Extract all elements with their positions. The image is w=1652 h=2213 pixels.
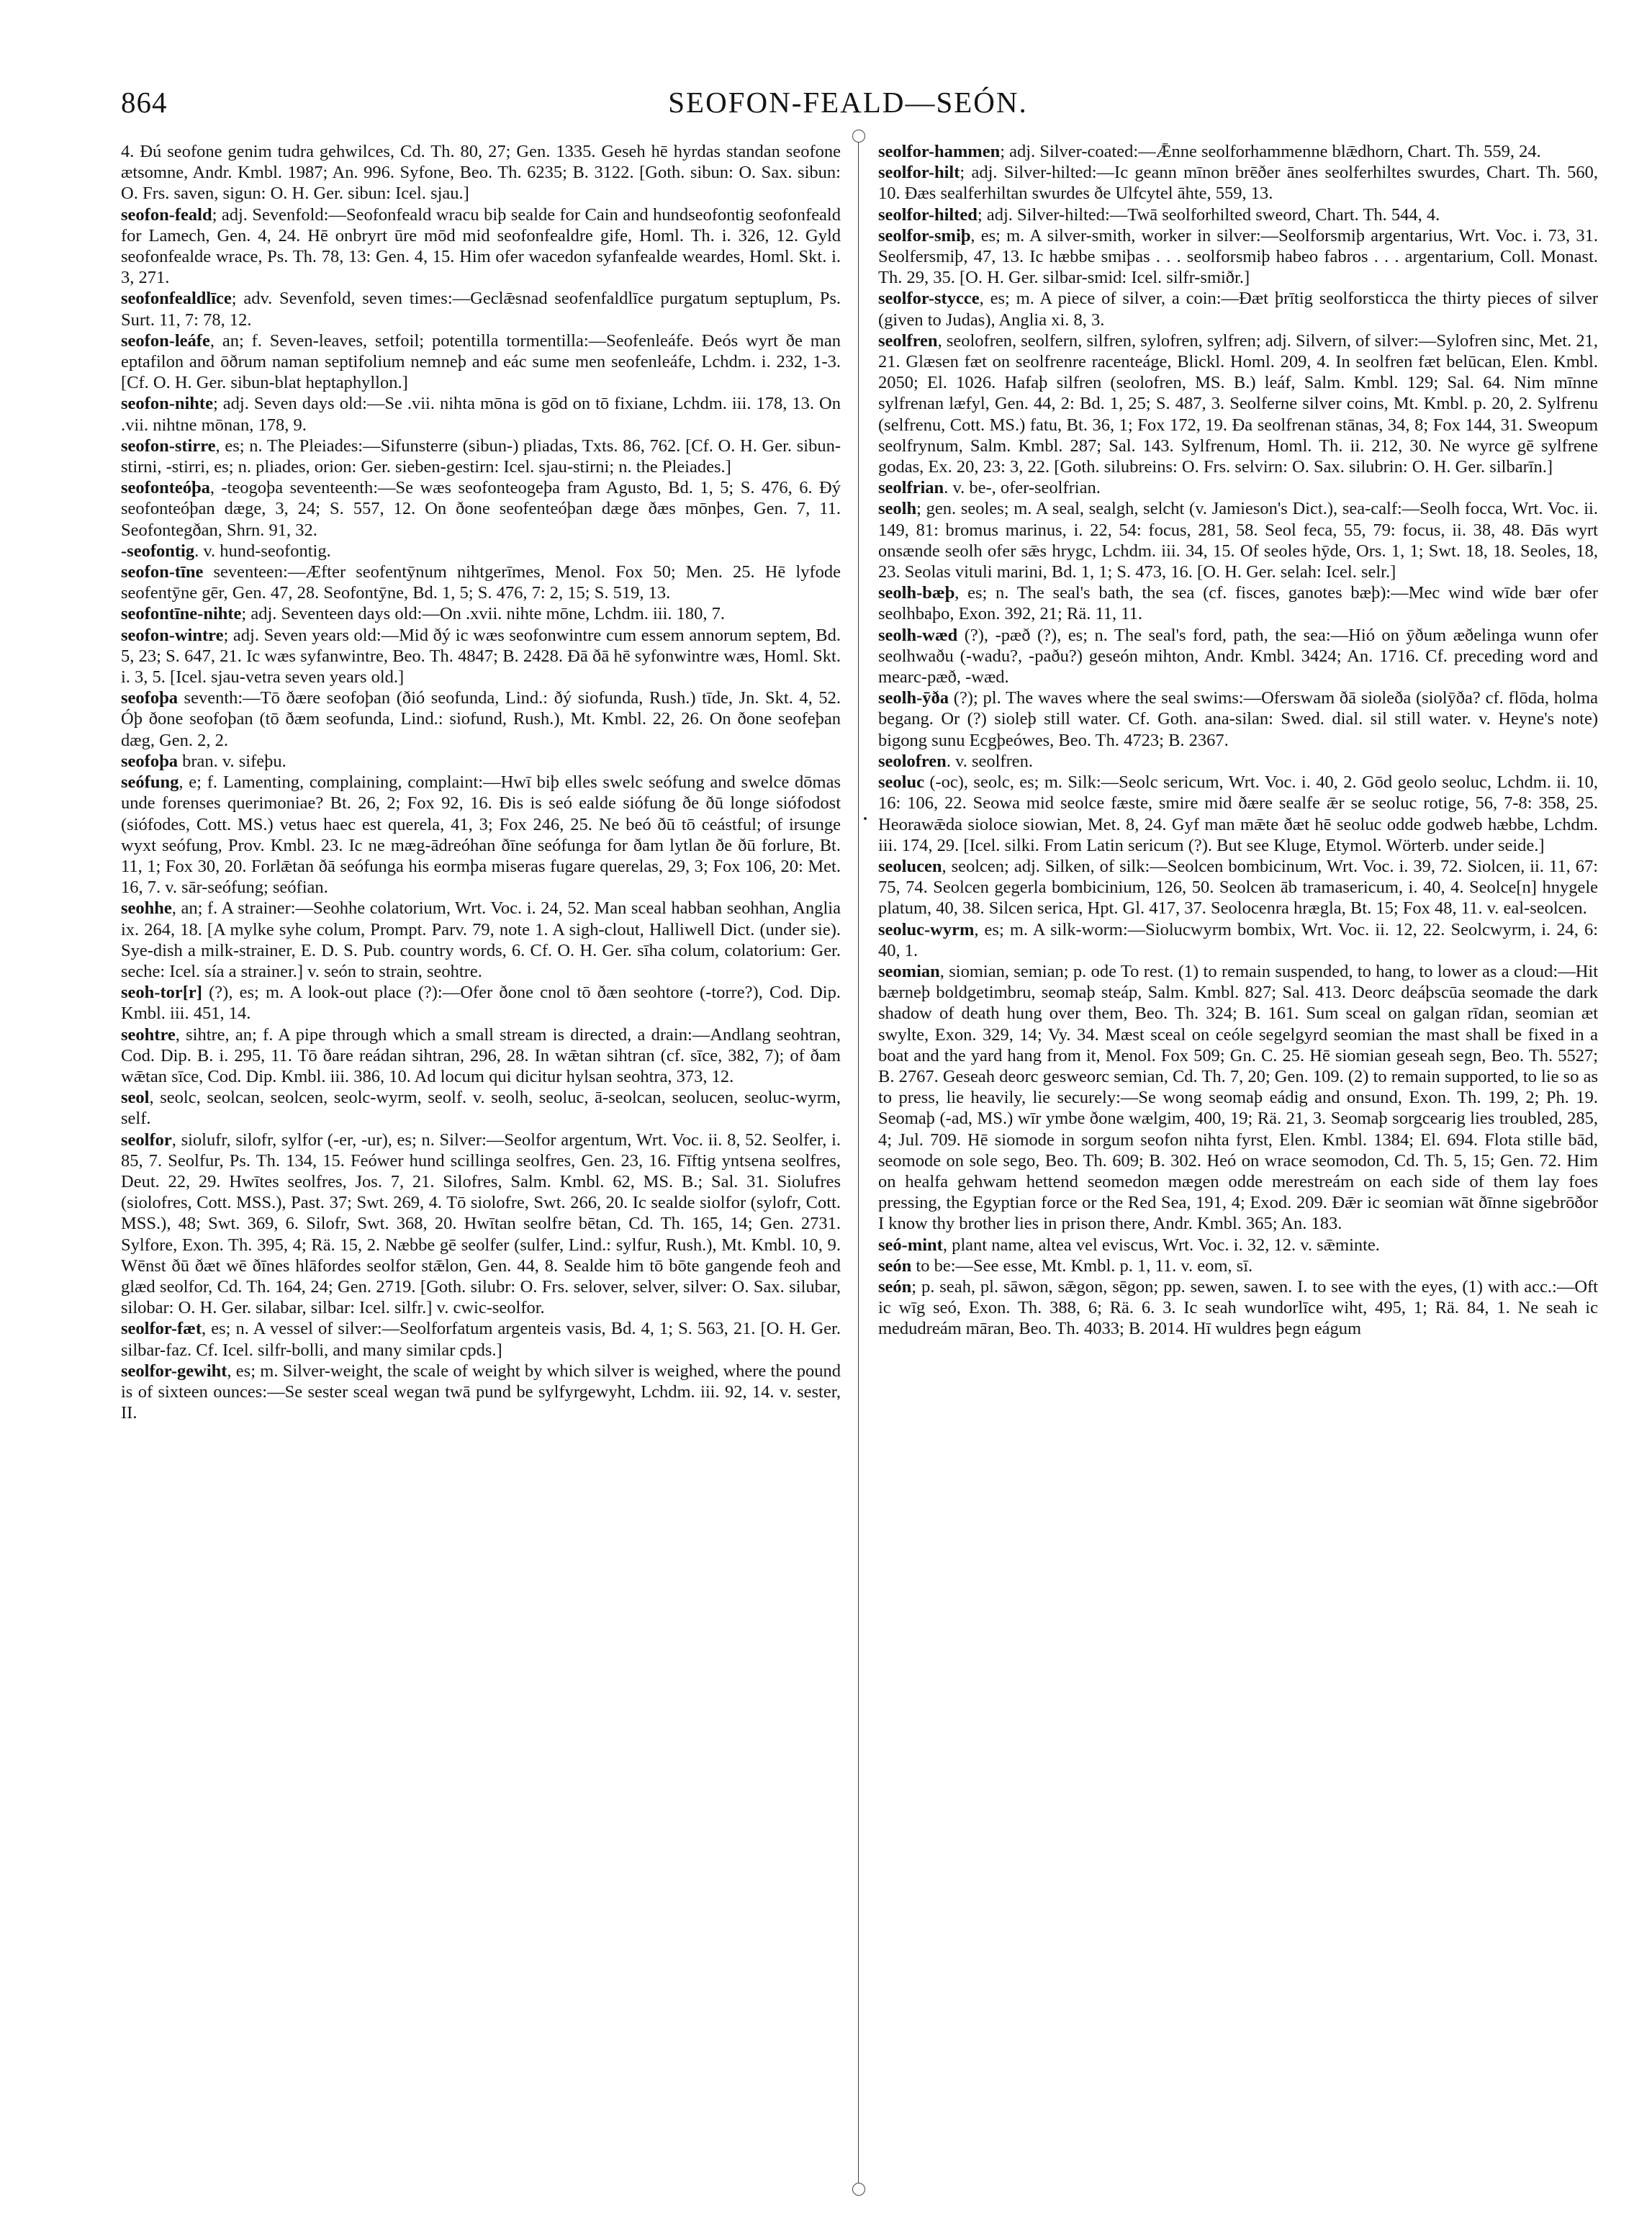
dictionary-entry — [878, 961, 1598, 1235]
entry-definition: seventh:—Tō ðære seofoþan (ðió seofunda, Lind.: ðý siofunda, Rush.) tīde, Jn. Skt. 4, 52. Óþ ðone seofoþan (tō ðæm seofunda, Lind.: siofund, Rush.), Mt. Kmbl. 22, 26. On ðone seofeþan dæg, Gen. 2, 2. — [121, 688, 841, 750]
entry-definition: to be:—See esse, Mt. Kmbl. p. 1, 11. v. eom, sī. — [911, 1256, 1253, 1276]
entry-headword: seón — [878, 1256, 912, 1276]
dictionary-entry — [878, 1276, 1598, 1340]
entry-headword: seoluc — [878, 772, 924, 793]
page-number: 864 — [121, 86, 168, 119]
dictionary-entry — [878, 856, 1598, 919]
entry-headword: seohhe — [121, 898, 172, 919]
entry-headword: seofon-feald — [121, 204, 212, 225]
entry-definition: ; adj. Seven years old:—Mid ðý ic wæs seofonwintre cum essem annorum septem, Bd. 5, 23; S. 647, 21. Ic wæs syfanwintre, Beo. Th. 4847; B. 2428. Ðā ðā hē syfonwintre wæs, Homl. Skt. i. 3, 5. [Icel. sjau-vetra seven years old.] — [121, 625, 841, 688]
entry-headword: seolh-wæd — [878, 625, 958, 645]
dictionary-entry — [878, 477, 1598, 498]
entry-headword: seofonteóþa — [121, 478, 210, 498]
entry-definition: , seolc, seolcan, seolcen, seolc-wyrm, seolf. v. seolh, seoluc, ā-seolcan, seolucen, seoluc-wyrm, self. — [121, 1088, 841, 1129]
entry-headword: seol — [121, 1088, 150, 1108]
entry-headword: seolfor-fæt — [121, 1319, 202, 1339]
entry-definition: 4. Ðú seofone genim tudra gehwilces, Cd. Th. 80, 27; Gen. 1335. Geseh hē hyrdas standan seofone ætsomne, Andr. Kmbl. 1987; An. 996. Syfone, Beo. Th. 6235; B. 3122. [Goth. sibun: O. Sax. sibun: O. Frs. saven, sigun: O. H. Ger. sibun: Icel. sjau.] — [121, 142, 841, 204]
entry-definition: , e; f. Lamenting, complaining, complaint:—Hwī biþ elles swelc seófung and swelce dōmas unde forenses querimoniae? Bt. 26, 2; Fox 92, 16. Ðis is seó ealde siófung ðe ðū longe siófodost (siófodes, Cott. MS.) vetus haec est querela, 41, 3; Fox 246, 25. Ne beó ðū tō ceástful; of irsunge wyxt seófung, Prov. Kmbl. 23. Ic ne mæg-ādreóhan ðīne seófunga for ðam lytlan ðe ðū forlure, Bt. 11, 1; Fox 30, 20. Forlǣtan ðā seófunga his eormþa miseras fugare querelas, 29, 3; Fox 106, 20: Met. 16, 7. v. sār-seófung; seófian. — [121, 772, 841, 898]
entry-definition: , es; m. A silver-smith, worker in silver:—Seolforsmiþ argentarius, Wrt. Voc. i. 73, 31. Seolfersmiþ, 47, 13. Ic hæbbe smiþas . . . seolforsmiþ habeo fabros . . . argentarium, Coll. Monast. Th. 29, 35. [O. H. Ger. silbar-smid: Icel. silfr-smiðr.] — [878, 225, 1598, 288]
dictionary-entry — [878, 162, 1598, 204]
dictionary-entry — [878, 204, 1598, 225]
dictionary-entry — [121, 541, 841, 562]
entry-headword: seolfor-hilt — [878, 163, 960, 183]
dictionary-entry — [121, 141, 841, 204]
left-column — [121, 141, 841, 2184]
entry-headword: seolfor-hilted — [878, 204, 978, 225]
dictionary-entry — [878, 330, 1598, 477]
dictionary-entry — [121, 1130, 841, 1319]
entry-headword: seofon-wintre — [121, 625, 224, 645]
entry-definition: , an; f. A strainer:—Seohhe colatorium, Wrt. Voc. i. 24, 52. Man sceal habban seohhan, Anglia ix. 264, 18. [A mylke syhe colum, Prompt. Parv. 79, note 1. A sigh-clout, Halliwell Dict. (under sie). Sye-dish a milk-strainer, E. D. S. Pub. country words, 6. Cf. O. H. Ger. sīha colum, colatorium: Ger. seche: Icel. sía a strainer.] v. seón to strain, seohtre. — [121, 898, 841, 981]
entry-definition: (?), -pæð (?), es; n. The seal's ford, path, the sea:—Hió on ȳðum æðelinga wunn ofer seolhwaðu (-wadu?, -paðu?) geseón mihton, Andr. Kmbl. 3424; An. 1716. Cf. preceding word and mearc-pæð, -wæd. — [878, 625, 1598, 688]
entry-headword: seofon-leáfe — [121, 330, 210, 351]
dictionary-entry — [121, 772, 841, 898]
entry-headword: seofon-stirre — [121, 436, 216, 456]
entry-headword: seolfrian — [878, 478, 944, 498]
entry-headword: seolh-ȳða — [878, 688, 949, 708]
dictionary-entry — [121, 288, 841, 330]
entry-definition: , siolufr, silofr, sylfor (-er, -ur), es; n. Silver:—Seolfor argentum, Wrt. Voc. ii. 8, 52. Seolfer, i. 85, 7. Seolfur, Ps. Th. 134, 15. Feówer hund scillinga seolfres, Gen. 23, 16. Fīftig yntsena seolfres, Deut. 22, 29. Hwītes seolfres, Jos. 7, 21. Silofres, Salm. Kmbl. 62, MS. B.; Sal. 31. Siolufres (siolofres, Cott. MSS.), Past. 37; Swt. 269, 4. Tō siolofre, Swt. 266, 20. Ic sealde siolfor (sylofr, Cott. MSS.), 48; Swt. 369, 6. Silofr, Swt. 368, 20. Hwītan seolfre bētan, Cd. Th. 165, 14; Gen. 2731. Sylfore, Exon. Th. 395, 4; Rä. 15, 2. Næbbe gē seolfer (sulfer, Lind.: sylfur, Rush.), Mt. Kmbl. 10, 9. Wēnst ðū ðæt wē ðīnes hlāfordes seolfor stǣlon, Gen. 44, 8. Sealde him tō bōte gangende feoh and glæd seolfor, Cd. Th. 164, 24; Gen. 2719. [Goth. silubr: O. Frs. selover, selver, silver: O. Sax. silubar, silobar: O. H. Ger. silabar, silbar: Icel. silfr.] v. cwic-seolfor. — [121, 1130, 841, 1318]
entry-headword: seoluc-wyrm — [878, 919, 975, 939]
entry-headword: seolfren — [878, 330, 938, 351]
dictionary-entry — [121, 898, 841, 982]
dictionary-entry — [121, 603, 841, 624]
entry-definition: , seolcen; adj. Silken, of silk:—Seolcen bombicinum, Wrt. Voc. i. 39, 72. Siolcen, ii. 11, 67: 75, 74. Seolcen gegerla bombicinium, 126, 50. Seolcen āb tramasericum, i. 40, 4. Seolce[n] hnygele platum, 40, 38. Silcen serica, Hpt. Gl. 417, 37. Seolocenra hrægla, Bt. 15; Fox 48, 11. v. eal-seolcen. — [878, 856, 1598, 919]
entry-definition: , seolofren, seolfern, silfren, sylofren, sylfren; adj. Silvern, of silver:—Sylofren sinc, Met. 21, 21. Glæsen fæt on seolfrenre racenteáge, Blickl. Homl. 209, 4. In seolfren fæt belūcan, Elen. Kmbl. 2050; El. 1026. Hafaþ silfren (seolofren, MS. B.) leáf, Salm. Kmbl. 129; Sal. 64. Nim mīnne sylfrenan læfyl, Gen. 44, 2: Bd. 1, 25; S. 487, 3. Seolferne silver coins, Mt. Kmbl. p. 20, 2. Sylfrenu (selfrenu, Cott. MS.) fatu, Bt. 36, 1; Fox 172, 19. Ða seolfrenan stānas, 34, 8; Fox 144, 31. Sweopum seolfrynum, Salm. Kmbl. 287; Sal. 143. Sylfrenum, Homl. Th. ii. 212, 30. Ne wyrce gē sylfrene godas, Ex. 20, 23: 3, 22. [Goth. silubreins: O. Frs. selvirn: O. Sax. silubrin: O. H. Ger. silbarīn.] — [878, 330, 1598, 477]
dictionary-entry — [121, 1024, 841, 1088]
entry-definition: ; adj. Silver-hilted:—Ic geann mīnon brēðer ānes seolferhiltes swurdes, Chart. Th. 560, 10. Ðæs sealferhiltan swurdes ðe Ulfcytel āhte, 559, 13. — [878, 163, 1598, 204]
entry-definition: ; gen. seoles; m. A seal, sealgh, selcht (v. Jamieson's Dict.), sea-calf:—Seolh focca, Wrt. Voc. ii. 149, 81: bromus marinus, i. 22, 54: focus, 281, 58. Seol feca, 55, 79: focus, ii. 38, 48. Ðās wyrt onsænde seolh ofer sǣs hrygc, Lchdm. iii. 34, 15. Of seoles hȳde, Ors. 1, 1; Swt. 18, 18. Seoles, 18, 23. Seolas vituli marini, Bd. 1, 1; S. 473, 16. [O. H. Ger. selah: Icel. selr.] — [878, 499, 1598, 582]
entry-definition: , es; n. The Pleiades:—Sifunsterre (sibun-) pliadas, Txts. 86, 762. [Cf. O. H. Ger. sibun-stirni, -stirri, es; n. pliades, orion: Ger. sieben-gestirn: Icel. sjau-stirni; n. the Pleiades.] — [121, 436, 841, 477]
dictionary-entry — [878, 625, 1598, 688]
dictionary-entry — [121, 1361, 841, 1424]
entry-headword: seolucen — [878, 856, 942, 876]
entry-definition: ; adj. Silver-hilted:—Twā seolforhilted sweord, Chart. Th. 544, 4. — [977, 204, 1440, 225]
entry-definition: , sihtre, an; f. A pipe through which a small stream is directed, a drain:—Andlang seohtran, Cod. Dip. B. i. 295, 11. Tō ðare reádan sihtran, 296, 28. In wǣtan sihtran (cf. sīce, 382, 7); of ðam wǣtan sīce, Cod. Dip. Kmbl. iii. 386, 10. Ad locum qui dicitur hylsan seohtra, 373, 12. — [121, 1024, 841, 1086]
margin-dot — [864, 817, 867, 820]
dictionary-entry — [878, 1235, 1598, 1256]
entry-definition: ; adj. Seventeen days old:—On .xvii. nihte mōne, Lchdm. iii. 180, 7. — [241, 604, 726, 624]
entry-headword: seófung — [121, 772, 179, 793]
entry-definition: . v. seolfren. — [946, 751, 1034, 771]
dictionary-entry — [121, 562, 841, 603]
entry-definition: ; adj. Silver-coated:—Ǣnne seolforhammenne blǣdhorn, Chart. Th. 559, 24. — [1000, 142, 1541, 161]
entry-definition: (-oc), seolc, es; m. Silk:—Seolc sericum, Wrt. Voc. i. 40, 2. Gōd geolo seoluc, Lchdm. ii. 10, 16: 106, 22. Seowa mid seolce fæste, smire mid ðære sealfe ǣr se seoluc rotige, 56, 7-8: 358, 25. Heorawǣda sioloce siowian, Met. 8, 24. Gyf man mǣte ðæt hē seoluc odde godweb hæbbe, Lchdm. iii. 174, 29. [Icel. silki. From Latin sericum (?). But see Kluge, Etymol. Wörterb. under seide.] — [878, 772, 1598, 855]
dictionary-entry — [878, 919, 1598, 961]
entry-headword: seoh-tor[r] — [121, 983, 202, 1003]
entry-definition: , es; m. A piece of silver, a coin:—Ðæt þrītig seolforsticca the thirty pieces of silver (given to Judas), Anglia xi. 8, 3. — [878, 289, 1598, 330]
dictionary-entry — [121, 1318, 841, 1360]
dictionary-entry — [878, 498, 1598, 582]
entry-headword: seofoþa — [121, 751, 178, 771]
divider-ornament-top — [852, 130, 865, 143]
entry-definition: bran. v. sifeþu. — [177, 751, 286, 771]
dictionary-entry — [121, 1087, 841, 1129]
dictionary-entry — [878, 751, 1598, 772]
page-header — [121, 85, 1575, 128]
dictionary-entry — [121, 393, 841, 435]
entry-headword: seofonfealdlīce — [121, 289, 232, 309]
entry-headword: seofoþa — [121, 688, 178, 708]
dictionary-entry — [878, 225, 1598, 289]
entry-definition: ; adj. Sevenfold:—Seofonfeald wracu biþ sealde for Cain and hundseofontig seofonfeald for Lamech, Gen. 4, 24. Hē onbryrt ūre mōd mid seofonfealdre gife, Homl. Th. i. 326, 12. Gyld seofonfealde wrace, Ps. Th. 78, 13: Gen. 4, 15. Him ofer wacedon syfanfealde weardes, Homl. Skt. i. 3, 271. — [121, 204, 841, 288]
dictionary-entry — [121, 436, 841, 477]
entry-headword: seolofren — [878, 751, 947, 771]
entry-definition: , es; n. The seal's bath, the sea (cf. fisces, ganotes bæþ):—Mec wind wīde bær ofer seolhbaþo, Exon. 392, 21; Rä. 11, 11. — [878, 583, 1598, 624]
entry-headword: seolh-bæþ — [878, 583, 955, 603]
divider-ornament-bottom — [852, 2183, 865, 2196]
entry-definition: . v. hund-seofontig. — [194, 541, 331, 561]
entry-definition: , plant name, altea vel eviscus, Wrt. Voc. i. 32, 12. v. sǣminte. — [942, 1235, 1380, 1255]
dictionary-entry — [121, 982, 841, 1024]
entry-definition: ; adv. Sevenfold, seven times:—Geclǣsnad seofenfaldlīce purgatum septuplum, Ps. Surt. 11, 7: 78, 12. — [121, 289, 841, 330]
entry-definition: ; p. seah, pl. sāwon, sǣgon, sēgon; pp. sewen, sawen. I. to see with the eyes, (1) with acc.:—Oft ic wīg seó, Exon. Th. 388, 6; Rä. 6. 3. Ic seah wundorlīce wiht, 495, 1; Rä. 84, 1. Ne seah ic medudreám māran, Beo. Th. 4033; B. 2014. Hī wuldres þegn eágum — [878, 1276, 1598, 1339]
dictionary-entry — [878, 1256, 1598, 1276]
entry-definition: , -teogoþa seventeenth:—Se wæs seofonteogeþa fram Agusto, Bd. 1, 5; S. 476, 6. Ðý seofonteóþan dæge, 3, 24; S. 557, 12. On ðone seofenteóþan dæge ðæs mōnþes, Gen. 7, 11. Seofontegðan, Shrn. 91, 32. — [121, 478, 841, 540]
entry-headword: seolh — [878, 499, 917, 519]
dictionary-entry — [121, 477, 841, 541]
right-column — [878, 141, 1598, 2184]
entry-headword: -seofontig — [121, 541, 195, 561]
dictionary-entry — [121, 330, 841, 394]
entry-definition: seventeen:—Æfter seofentȳnum nihtgerīmes, Menol. Fox 50; Men. 25. Hē lyfode seofentȳne gēr, Gen. 47, 28. Seofontȳne, Bd. 1, 5; S. 476, 7: 2, 15; S. 519, 13. — [121, 562, 841, 603]
running-head: SEOFON-FEALD—SEÓN. — [668, 86, 1028, 119]
entry-definition: , an; f. Seven-leaves, setfoil; potentilla tormentilla:—Seofenleáfe. Ðeós wyrt ðe man eptafilon and ōðrum naman septifolium nemneþ and eác sume men seofenleáfe, Lchdm. i. 232, 1-3. [Cf. O. H. Ger. sibun-blat heptaphyllon.] — [121, 330, 841, 393]
entry-headword: seolfor-stycce — [878, 289, 980, 309]
entry-headword: seofon-nihte — [121, 394, 213, 414]
dictionary-entry — [878, 582, 1598, 624]
entry-headword: seohtre — [121, 1024, 176, 1045]
entry-definition: ; adj. Seven days old:—Se .vii. nihta mōna is gōd on tō fixiane, Lchdm. iii. 178, 13. On .vii. nihtne mōnan, 178, 9. — [121, 394, 841, 435]
dictionary-entry — [878, 772, 1598, 856]
entry-definition: , es; m. A silk-worm:—Siolucwyrm bombix, Wrt. Voc. ii. 12, 22. Seolcwyrm, i. 24, 6: 40, 1. — [878, 919, 1598, 960]
entry-headword: seolfor-gewiht — [121, 1361, 227, 1381]
column-divider — [858, 134, 859, 2193]
entry-definition: , es; m. Silver-weight, the scale of weight by which silver is weighed, where the pound is of sixteen ounces:—Se sester sceal wegan twā pund be sylfyrgewyht, Lchdm. iii. 92, 14. v. sester, II. — [121, 1361, 841, 1423]
entry-definition: , siomian, semian; p. ode To rest. (1) to remain suspended, to hang, to lower as a cloud:—Hit bærneþ boldgetimbru, seomaþ steáp, Salm. Kmbl. 827; Sal. 413. Deorc deáþscūa seomade the dark shadow of death hung over them, Beo. Th. 324; B. 161. Sum sceal on galgan rīdan, seomian æt swylte, Exon. 329, 14; Vy. 34. Mæst sceal on ceóle segelgyrd seomian the mast shall be fixed in a boat and the yard hang from it, Menol. Fox 509; Gn. C. 25. Hē siomian geseah segn, Beo. Th. 5527; B. 2767. Geseah deorc gesweorc semian, Cd. Th. 7, 20; Gen. 109. (2) to remain supported, to lie so as to press, lie heavily, lie securely:—Se wong seomaþ eádig and onsund, Exon. Th. 199, 2; Ph. 19. Seomaþ (-ad, MS.) wīr ymbe ðone wælgim, 400, 19; Rä. 21, 3. Seomaþ sorgcearig lies troubled, 285, 4; Jul. 709. Hē siomode in sorgum seofon nihta fyrst, Elen. Kmbl. 1384; El. 694. Flota stille bād, seomode on sole sego, Beo. Th. 609; B. 302. Heó on wrace seomodon, Cd. Th. 5, 15; Gen. 72. Him on healfa gehwam hettend seomedon mægen odde merestreám on each side of them lay foes pressing, the Egyptian force or the Red Sea, 191, 4; Exod. 209. Ðǣr ic seomian wāt ðīnne sigebrōðor I know thy brother lies in prison there, Andr. Kmbl. 365; An. 183. — [878, 961, 1598, 1234]
entry-definition: (?); pl. The waves where the seal swims:—Oferswam ðā sioleða (siolȳða? cf. flōda, holma begang. Or (?) sioleþ still water. Cf. Goth. ana-silan: Swed. dial. sil still water. v. Heyne's note) bigong sunu Ecgþeówes, Beo. Th. 4723; B. 2367. — [878, 688, 1598, 750]
dictionary-entry — [121, 688, 841, 751]
dictionary-entry — [878, 688, 1598, 751]
entry-headword: seofontīne-nihte — [121, 604, 242, 624]
entry-headword: seolfor — [121, 1130, 172, 1150]
entry-headword: seón — [878, 1276, 912, 1297]
entry-definition: . v. be-, ofer-seolfrian. — [944, 478, 1101, 498]
entry-headword: seofon-tīne — [121, 562, 204, 582]
dictionary-entry — [878, 288, 1598, 330]
entry-headword: seolfor-hammen — [878, 142, 1001, 161]
entry-headword: seomian — [878, 961, 940, 981]
entry-definition: , es; n. A vessel of silver:—Seolforfatum argenteis vasis, Bd. 4, 1; S. 563, 21. [O. H. Ger. silbar-faz. Cf. Icel. silfr-bolli, and many similar cpds.] — [121, 1319, 841, 1360]
dictionary-entry — [121, 625, 841, 688]
dictionary-entry — [121, 204, 841, 289]
dictionary-entry — [121, 751, 841, 772]
dictionary-entry — [878, 141, 1598, 162]
entry-headword: seó-mint — [878, 1235, 943, 1255]
entry-definition: (?), es; m. A look-out place (?):—Ofer ðone cnol tō ðæn seohtore (-torre?), Cod. Dip. Kmbl. iii. 451, 14. — [121, 983, 841, 1024]
entry-headword: seolfor-smiþ — [878, 225, 971, 245]
